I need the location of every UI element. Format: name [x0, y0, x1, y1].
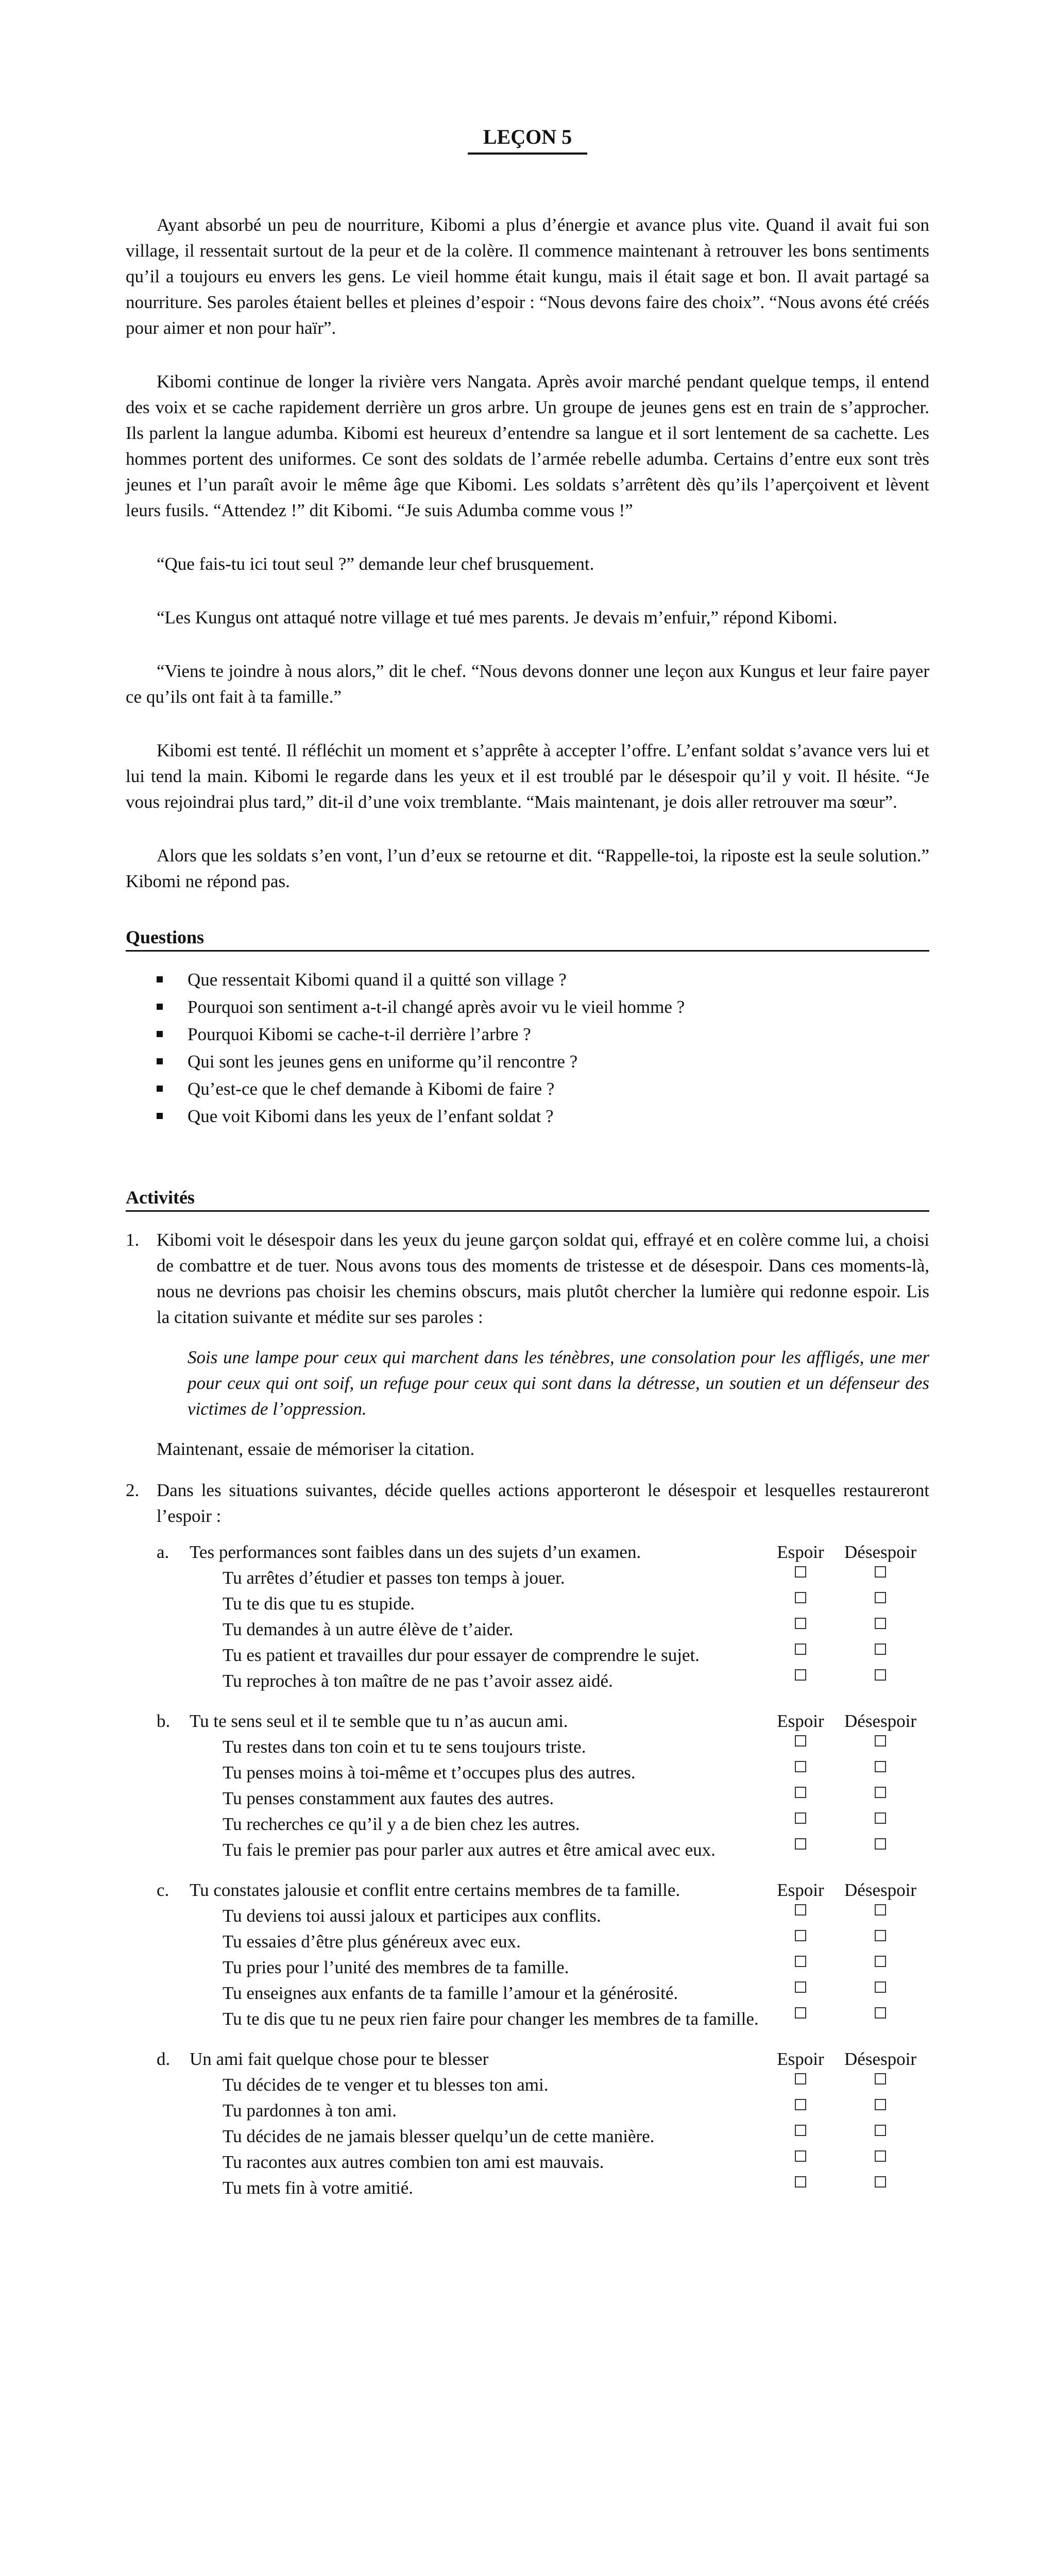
- question-item: Qu’est-ce que le chef demande à Kibomi de faire ?: [157, 1075, 929, 1103]
- desespoir-checkbox[interactable]: [875, 1838, 886, 1850]
- story-paragraph: Kibomi continue de longer la rivière vers Nangata. Après avoir marché pendant quelque temps, il entend des voix et se cache rapidement derrière un gros arbre. Un groupe de jeunes gens est en train de s’approcher. Ils parlent la langue adumba. Kibomi est heureux d’entendre sa langue et il sort lentement de sa cachette. Les hommes portent des uniformes. Ce sont des soldats de l’armée rebelle adumba. Certains d’entre eux sont très jeunes et l’un paraît avoir le même âge que Kibomi. Les soldats s’arrêtent dès qu’ils l’aperçoivent et lèvent leurs fusils. “Attendez !” dit Kibomi. “Je suis Adumba comme vous !”: [126, 371, 929, 520]
- option-row: [157, 2098, 929, 2124]
- desespoir-checkbox[interactable]: [875, 1981, 886, 1993]
- espoir-checkbox[interactable]: [795, 1592, 806, 1603]
- option-row: [157, 2124, 929, 2149]
- espoir-checkbox[interactable]: [795, 1904, 806, 1916]
- column-header-desespoir: Désespoir: [844, 2049, 916, 2069]
- question-item: Qui sont les jeunes gens en uniforme qu’il rencontre ?: [157, 1048, 929, 1075]
- option-label: Tu es patient et travailles dur pour essayer de comprendre le sujet.: [223, 1645, 700, 1665]
- situation-header: [157, 1708, 929, 1734]
- espoir-checkbox[interactable]: [795, 2073, 806, 2084]
- espoir-checkbox[interactable]: [795, 2176, 806, 2188]
- column-header-desespoir: Désespoir: [844, 1711, 916, 1731]
- option-row: [157, 1929, 929, 1955]
- situation-letter: a.: [157, 1542, 169, 1562]
- column-header-desespoir: Désespoir: [844, 1542, 916, 1562]
- option-label: Tu mets fin à votre amitié.: [223, 2178, 414, 2198]
- option-label: Tu fais le premier pas pour parler aux autres et être amical avec eux.: [223, 1840, 716, 1860]
- option-label: Tu essaies d’être plus généreux avec eux.: [223, 1931, 521, 1952]
- column-header-espoir: Espoir: [777, 1711, 824, 1731]
- desespoir-checkbox[interactable]: [875, 1761, 886, 1772]
- question-item: Que ressentait Kibomi quand il a quitté son village ?: [157, 966, 929, 993]
- desespoir-checkbox[interactable]: [875, 1592, 886, 1603]
- option-row: [157, 1955, 929, 1980]
- desespoir-checkbox[interactable]: [875, 1618, 886, 1629]
- option-row: [157, 1903, 929, 1929]
- questions-heading: Questions: [126, 925, 929, 952]
- option-label: Tu racontes aux autres combien ton ami est mauvais.: [223, 2152, 604, 2172]
- activities-heading: Activités: [126, 1185, 929, 1212]
- desespoir-checkbox[interactable]: [875, 2150, 886, 2162]
- desespoir-checkbox[interactable]: [875, 1904, 886, 1916]
- desespoir-checkbox[interactable]: [875, 1956, 886, 1967]
- option-label: Tu arrêtes d’étudier et passes ton temps à jouer.: [223, 1568, 565, 1588]
- desespoir-checkbox[interactable]: [875, 2125, 886, 2136]
- espoir-checkbox[interactable]: [795, 1930, 806, 1941]
- espoir-checkbox[interactable]: [795, 1838, 806, 1850]
- question-item: Pourquoi Kibomi se cache-t-il derrière l’arbre ?: [157, 1021, 929, 1048]
- desespoir-checkbox[interactable]: [875, 2099, 886, 2110]
- espoir-checkbox[interactable]: [795, 1735, 806, 1747]
- option-row: [157, 1980, 929, 2006]
- desespoir-checkbox[interactable]: [875, 1735, 886, 1747]
- situation-text: Tes performances sont faibles dans un des sujets d’un examen.: [190, 1542, 641, 1562]
- option-label: Tu te dis que tu ne peux rien faire pour changer les membres de ta famille.: [223, 2009, 759, 2029]
- desespoir-checkbox[interactable]: [875, 2176, 886, 2188]
- option-row: [157, 2072, 929, 2098]
- option-row: [157, 1811, 929, 1837]
- desespoir-checkbox[interactable]: [875, 1812, 886, 1824]
- questions-list: [126, 966, 929, 1130]
- situation-d: [157, 2046, 929, 2201]
- situation-text: Tu constates jalousie et conflit entre certains membres de ta famille.: [190, 1880, 680, 1900]
- option-label: Tu décides de ne jamais blesser quelqu’un de cette manière.: [223, 2126, 655, 2146]
- situation-letter: c.: [157, 1880, 169, 1900]
- situation-header: [157, 2046, 929, 2072]
- situations-list: [157, 1539, 929, 2201]
- column-header-espoir: Espoir: [777, 1880, 824, 1900]
- espoir-checkbox[interactable]: [795, 1787, 806, 1798]
- option-label: Tu te dis que tu es stupide.: [223, 1594, 415, 1614]
- situation-letter: b.: [157, 1711, 171, 1731]
- espoir-checkbox[interactable]: [795, 1981, 806, 1993]
- option-label: Tu recherches ce qu’il y a de bien chez les autres.: [223, 1814, 580, 1834]
- espoir-checkbox[interactable]: [795, 1956, 806, 1967]
- espoir-checkbox[interactable]: [795, 1643, 806, 1655]
- desespoir-checkbox[interactable]: [875, 1787, 886, 1798]
- option-row: [157, 1760, 929, 1786]
- option-row: [157, 2175, 929, 2201]
- option-label: Tu décides de te venger et tu blesses ton ami.: [223, 2075, 549, 2095]
- column-header-espoir: Espoir: [777, 2049, 824, 2069]
- story-paragraph: “Les Kungus ont attaqué notre village et tué mes parents. Je devais m’enfuir,” répond Kibomi.: [157, 607, 838, 628]
- story-paragraph: Alors que les soldats s’en vont, l’un d’eux se retourne et dit. “Rappelle-toi, la riposte est la seule solution.” Kibomi ne répond pas.: [126, 845, 929, 891]
- espoir-checkbox[interactable]: [795, 1618, 806, 1629]
- lesson-title: LEÇON 5: [468, 124, 587, 155]
- option-label: Tu deviens toi aussi jaloux et participes aux conflits.: [223, 1906, 601, 1926]
- activity-2: [126, 1478, 929, 2201]
- option-row: [157, 1837, 929, 1863]
- story-paragraph: Kibomi est tenté. Il réfléchit un moment et s’apprête à accepter l’offre. L’enfant soldat s’avance vers lui et lui tend la main. Kibomi le regarde dans les yeux et il est troublé par le désespoir qu’il y voit. Il hésite. “Je vous rejoindrai plus tard,” dit-il d’une voix tremblante. “Mais maintenant, je dois aller retrouver ma sœur”.: [126, 740, 929, 812]
- espoir-checkbox[interactable]: [795, 2007, 806, 2019]
- desespoir-checkbox[interactable]: [875, 1566, 886, 1578]
- desespoir-checkbox[interactable]: [875, 1643, 886, 1655]
- situation-text: Un ami fait quelque chose pour te blesser: [190, 2049, 489, 2069]
- option-row: [157, 1734, 929, 1760]
- situation-b: [157, 1708, 929, 1863]
- column-header-desespoir: Désespoir: [844, 1880, 916, 1900]
- option-row: [157, 2149, 929, 2175]
- column-header-espoir: Espoir: [777, 1542, 824, 1562]
- situation-a: [157, 1539, 929, 1694]
- option-row: [157, 1617, 929, 1642]
- espoir-checkbox[interactable]: [795, 1669, 806, 1681]
- espoir-checkbox[interactable]: [795, 1566, 806, 1578]
- story-paragraph: Ayant absorbé un peu de nourriture, Kibomi a plus d’énergie et avance plus vite. Quand il avait fui son village, il ressentait surtout de la peur et de la colère. Il commence maintenant à retrouver les bons sentiments qu’il a toujours eu envers les gens. Le vieil homme était kungu, mais il était sage et bon. Il avait partagé sa nourriture. Ses paroles étaient belles et pleines d’espoir : “Nous devons faire des choix”. “Nous avons été créés pour aimer et non pour haïr”.: [126, 215, 929, 338]
- activity-1: [126, 1227, 929, 1462]
- activities-list: [126, 1227, 929, 2201]
- option-label: Tu demandes à un autre élève de t’aider.: [223, 1619, 514, 1639]
- situation-c: [157, 1877, 929, 2032]
- desespoir-checkbox[interactable]: [875, 1669, 886, 1681]
- option-label: Tu reproches à ton maître de ne pas t’avoir assez aidé.: [223, 1671, 613, 1691]
- situation-header: [157, 1877, 929, 1903]
- question-item: Que voit Kibomi dans les yeux de l’enfant soldat ?: [157, 1103, 929, 1130]
- question-item: Pourquoi son sentiment a-t-il changé après avoir vu le vieil homme ?: [157, 993, 929, 1021]
- option-label: Tu penses moins à toi-même et t’occupes plus des autres.: [223, 1762, 636, 1783]
- option-row: [157, 2006, 929, 2032]
- espoir-checkbox[interactable]: [795, 1812, 806, 1824]
- activity-text: Kibomi voit le désespoir dans les yeux du jeune garçon soldat qui, effrayé et en colère comme lui, a choisi de combattre et de tuer. Nous avons tous des moments de tristesse et de désespoir. Dans ces moments-là, nous ne devrions pas choisir les chemins obscurs, mais plutôt chercher la lumière qui redonne espoir. Lis la citation suivante et médite sur ses paroles :: [157, 1230, 929, 1327]
- option-label: Tu penses constamment aux fautes des autres.: [223, 1788, 554, 1808]
- option-label: Tu pries pour l’unité des membres de ta famille.: [223, 1957, 569, 1977]
- espoir-checkbox[interactable]: [795, 2150, 806, 2162]
- situation-text: Tu te sens seul et il te semble que tu n’as aucun ami.: [190, 1711, 568, 1731]
- option-label: Tu restes dans ton coin et tu te sens toujours triste.: [223, 1737, 586, 1757]
- activity-number: 2.: [126, 1480, 140, 1500]
- story-paragraph: “Viens te joindre à nous alors,” dit le chef. “Nous devons donner une leçon aux Kungus et leur faire payer ce qu’ils ont fait à ta famille.”: [126, 661, 929, 707]
- espoir-checkbox[interactable]: [795, 2099, 806, 2110]
- story-text: [126, 212, 929, 894]
- desespoir-checkbox[interactable]: [875, 2007, 886, 2019]
- story-paragraph: “Que fais-tu ici tout seul ?” demande leur chef brusquement.: [157, 554, 594, 574]
- espoir-checkbox[interactable]: [795, 1761, 806, 1772]
- option-row: [157, 1565, 929, 1591]
- activity-instruction: Maintenant, essaie de mémoriser la citation.: [157, 1439, 475, 1459]
- activity-text: Dans les situations suivantes, décide quelles actions apporteront le désespoir et lesquelles restaureront l’espoir :: [157, 1480, 929, 1526]
- espoir-checkbox[interactable]: [795, 2125, 806, 2136]
- desespoir-checkbox[interactable]: [875, 2073, 886, 2084]
- option-label: Tu enseignes aux enfants de ta famille l’amour et la générosité.: [223, 1983, 678, 2003]
- option-row: [157, 1642, 929, 1668]
- situation-header: [157, 1539, 929, 1565]
- option-row: [157, 1591, 929, 1617]
- activity-number: 1.: [126, 1230, 140, 1250]
- desespoir-checkbox[interactable]: [875, 1930, 886, 1941]
- option-row: [157, 1786, 929, 1811]
- option-row: [157, 1668, 929, 1694]
- option-label: Tu pardonnes à ton ami.: [223, 2100, 397, 2121]
- situation-letter: d.: [157, 2049, 171, 2069]
- quote-text: Sois une lampe pour ceux qui marchent dans les ténèbres, une consolation pour les affligés, une mer pour ceux qui ont soif, un refuge pour ceux qui sont dans la détresse, un soutien et un défenseur des victimes de l’oppression.: [188, 1347, 929, 1419]
